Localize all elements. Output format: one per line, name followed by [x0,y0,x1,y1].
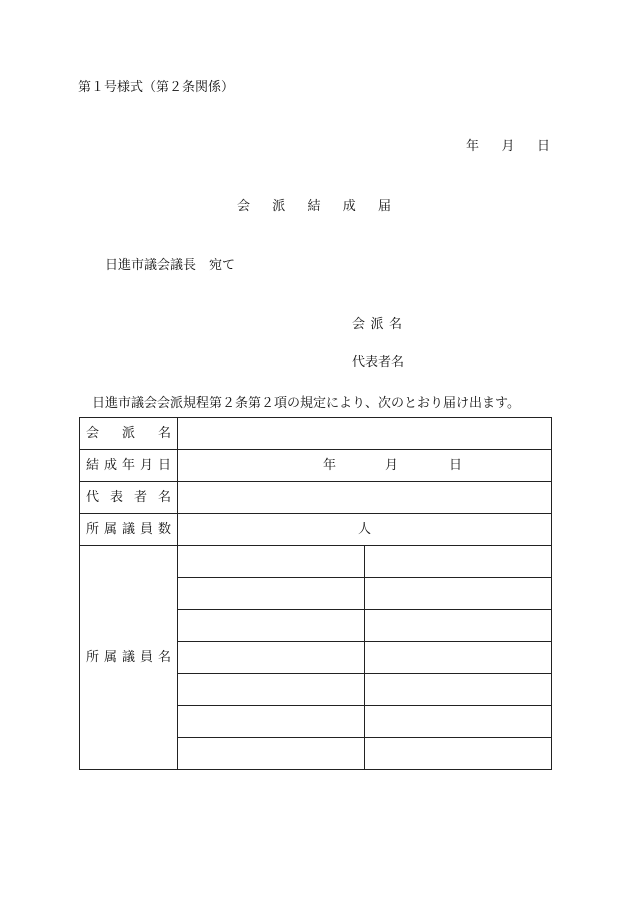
member-count-row [80,514,552,546]
member-name-cell[interactable] [178,578,365,610]
title-char: 成 [342,199,356,214]
member-count-input-cell[interactable] [178,514,552,546]
member-name-cell[interactable] [365,738,552,770]
member-name-cell[interactable] [178,546,365,578]
party-name-row [80,418,552,450]
member-name-row [80,546,552,578]
formation-date-input-cell[interactable] [178,450,552,482]
date-month-label: 月 [501,139,515,154]
member-name-cell[interactable] [178,642,365,674]
addressee: 日進市議会議長 宛て [105,258,236,273]
declaration-text: 日進市議会会派規程第２条第２項の規定により、次のとおり届け出ます。 [92,396,520,411]
title-char: 届 [377,199,391,214]
member-count-label-cell: 所 属 議 員 数 [80,514,178,546]
title-char: 会 [237,199,251,214]
member-name-cell[interactable] [178,674,365,706]
form-table [79,417,552,770]
representative-field-label: 代表者名 [352,355,405,370]
representative-row [80,482,552,514]
document-title [237,199,391,215]
party-name-input-cell[interactable] [178,418,552,450]
formation-day-label: 日 [449,457,463,473]
formation-month-label: 月 [385,457,399,473]
title-char: 派 [272,199,286,214]
date-line [466,139,550,155]
member-count-unit: 人 [357,521,371,537]
party-name-field-label: 会 派 名 [352,317,402,332]
formation-date-row [80,450,552,482]
member-name-cell[interactable] [365,674,552,706]
representative-input-cell[interactable] [178,482,552,514]
representative-label-cell: 代 表 者 名 [80,482,178,514]
title-char: 結 [307,199,321,214]
date-year-label: 年 [466,139,480,154]
member-name-cell[interactable] [178,738,365,770]
date-day-label: 日 [536,139,550,154]
member-name-cell[interactable] [365,706,552,738]
member-name-cell[interactable] [178,610,365,642]
formation-date-label-cell: 結 成 年 月 日 [80,450,178,482]
member-name-cell[interactable] [365,546,552,578]
party-name-label-cell: 会 派 名 [80,418,178,450]
form-number: 第１号様式（第２条関係） [78,80,235,95]
member-name-cell[interactable] [365,610,552,642]
formation-year-label: 年 [323,457,337,473]
member-name-cell[interactable] [178,706,365,738]
member-name-cell[interactable] [365,642,552,674]
member-names-label-cell: 所 属 議 員 名 [80,546,178,770]
member-name-cell[interactable] [365,578,552,610]
